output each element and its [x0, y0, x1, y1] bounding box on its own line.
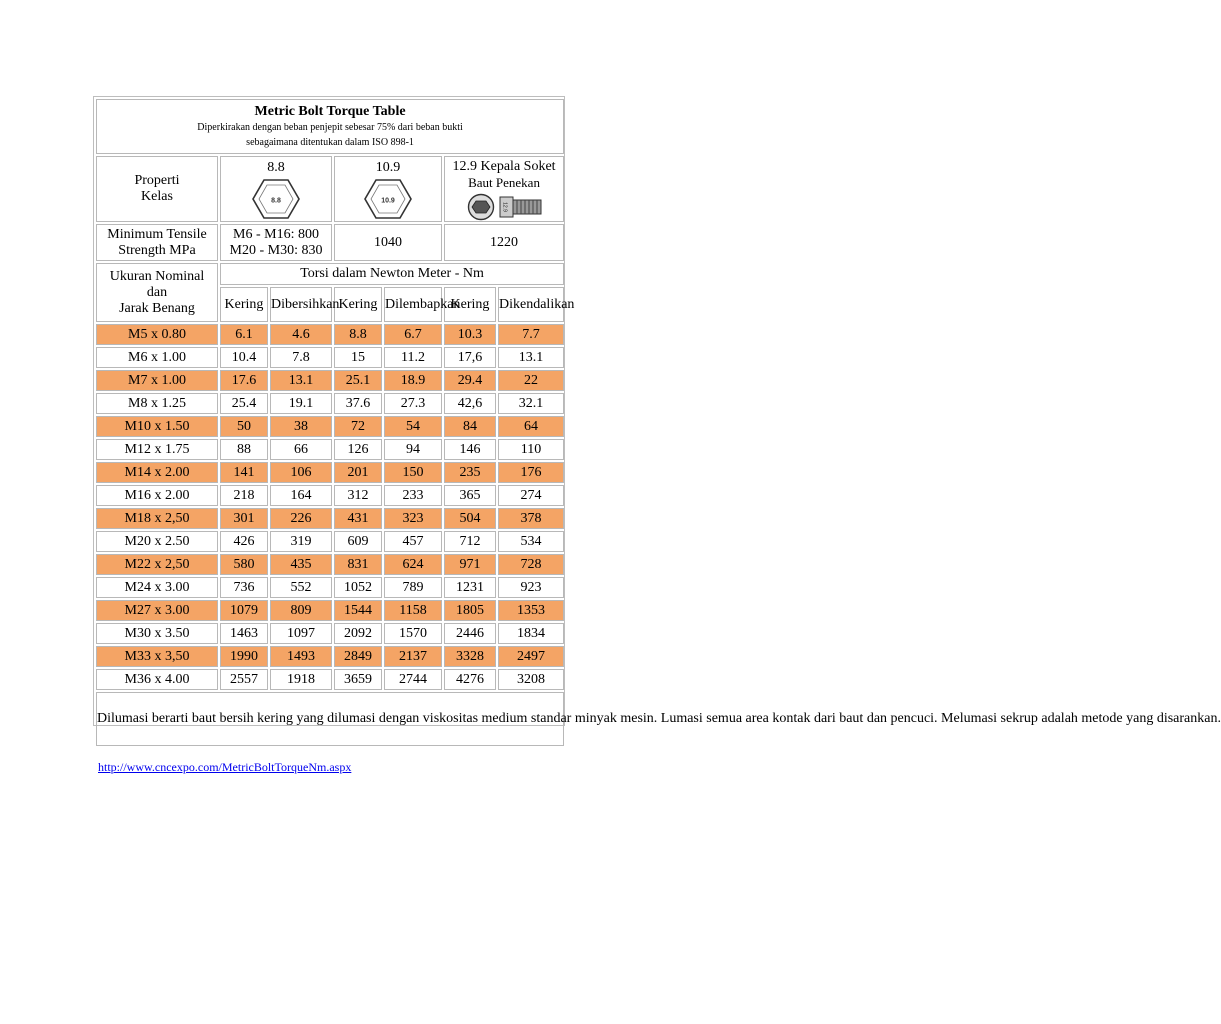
torque-value-cell: 1463: [220, 623, 268, 644]
table-row: [96, 439, 564, 460]
hex-bolt-10-9-marking: 10.9: [381, 197, 395, 205]
table-row: [96, 577, 564, 598]
socket-head-marking: 12.9: [501, 202, 508, 212]
torque-value-cell: 1570: [384, 623, 442, 644]
tensile-strength-label: [96, 224, 218, 261]
torque-value-cell: 1158: [384, 600, 442, 621]
size-label-line1: Ukuran Nominal: [109, 268, 205, 284]
bolt-size-cell: M5 x 0.80: [96, 324, 218, 345]
table-subtitle-line2: sebagaimana ditentukan dalam ISO 898-1: [246, 137, 414, 148]
torque-value-cell: 1231: [444, 577, 496, 598]
size-label-line2: dan: [146, 284, 168, 300]
torque-value-cell: 6.7: [384, 324, 442, 345]
hex-bolt-8-8-icon: [251, 178, 301, 220]
size-label-line3: Jarak Benang: [119, 300, 195, 316]
torque-value-cell: 301: [220, 508, 268, 529]
subheader-kering-10-9: Kering: [334, 287, 382, 322]
torque-value-cell: 29.4: [444, 370, 496, 391]
torque-value-cell: 2744: [384, 669, 442, 690]
torque-value-cell: 1097: [270, 623, 332, 644]
grade-12-9-label2: Baut Penekan: [468, 175, 540, 190]
torque-value-cell: 15: [334, 347, 382, 368]
source-link[interactable]: http://www.cncexpo.com/MetricBoltTorqueNm.aspx: [98, 760, 352, 774]
torque-value-cell: 146: [444, 439, 496, 460]
torque-value-cell: 435: [270, 554, 332, 575]
table-row: [96, 347, 564, 368]
torque-value-cell: 457: [384, 531, 442, 552]
torque-value-cell: 4276: [444, 669, 496, 690]
tensile-label-line1: Minimum Tensile: [107, 226, 207, 242]
torque-table-frame: [93, 96, 1221, 726]
tensile-8-8-line1: M6 - M16: 800: [233, 226, 319, 242]
torque-value-cell: 50: [220, 416, 268, 437]
tensile-10-9: 1040: [334, 224, 442, 261]
torque-value-cell: 6.1: [220, 324, 268, 345]
torque-value-cell: 141: [220, 462, 268, 483]
table-row: [96, 393, 564, 414]
table-row: [96, 554, 564, 575]
bolt-size-cell: M30 x 3.50: [96, 623, 218, 644]
torque-value-cell: 426: [220, 531, 268, 552]
table-row: [96, 646, 564, 667]
torque-value-cell: 1834: [498, 623, 564, 644]
torque-value-cell: 27.3: [384, 393, 442, 414]
subheader-dibersihkan: Dibersihkan: [270, 287, 332, 322]
torque-table: [94, 97, 1221, 748]
torque-value-cell: 19.1: [270, 393, 332, 414]
torque-value-cell: 274: [498, 485, 564, 506]
table-row: [96, 462, 564, 483]
grade-10-9-header: [334, 156, 442, 222]
torque-value-cell: 18.9: [384, 370, 442, 391]
table-row: [96, 623, 564, 644]
torque-value-cell: 22: [498, 370, 564, 391]
torque-value-cell: 84: [444, 416, 496, 437]
subheader-kering-12-9: Kering: [444, 287, 496, 322]
torque-value-cell: 365: [444, 485, 496, 506]
grade-10-9-label: 10.9: [375, 160, 401, 175]
torque-value-cell: 3208: [498, 669, 564, 690]
bolt-size-cell: M24 x 3.00: [96, 577, 218, 598]
tensile-8-8-line2: M20 - M30: 830: [229, 242, 323, 258]
torque-value-cell: 2497: [498, 646, 564, 667]
torque-value-cell: 534: [498, 531, 564, 552]
torque-value-cell: 3659: [334, 669, 382, 690]
torque-value-cell: 218: [220, 485, 268, 506]
torque-value-cell: 13.1: [498, 347, 564, 368]
bolt-size-cell: M36 x 4.00: [96, 669, 218, 690]
torque-value-cell: 13.1: [270, 370, 332, 391]
tensile-12-9: 1220: [444, 224, 564, 261]
torque-value-cell: 10.3: [444, 324, 496, 345]
size-pitch-label: [96, 263, 218, 322]
bolt-size-cell: M20 x 2.50: [96, 531, 218, 552]
torque-value-cell: 150: [384, 462, 442, 483]
socket-head-side-icon: [499, 195, 543, 219]
torque-value-cell: 580: [220, 554, 268, 575]
torque-value-cell: 126: [334, 439, 382, 460]
torque-value-cell: 323: [384, 508, 442, 529]
torque-value-cell: 1805: [444, 600, 496, 621]
torque-value-cell: 2849: [334, 646, 382, 667]
torque-value-cell: 11.2: [384, 347, 442, 368]
torque-value-cell: 1052: [334, 577, 382, 598]
torque-value-cell: 431: [334, 508, 382, 529]
socket-head-top-icon: [466, 193, 496, 221]
torque-value-cell: 789: [384, 577, 442, 598]
torque-value-cell: 624: [384, 554, 442, 575]
torque-value-cell: 831: [334, 554, 382, 575]
torque-value-cell: 1493: [270, 646, 332, 667]
torque-value-cell: 25.1: [334, 370, 382, 391]
torque-value-cell: 1990: [220, 646, 268, 667]
table-row: [96, 600, 564, 621]
table-row: [96, 669, 564, 690]
bolt-size-cell: M16 x 2.00: [96, 485, 218, 506]
torque-value-cell: 176: [498, 462, 564, 483]
grade-12-9-label: 12.9 Kepala Soket: [452, 159, 556, 174]
torque-unit-header: Torsi dalam Newton Meter - Nm: [220, 263, 564, 285]
torque-value-cell: 7.7: [498, 324, 564, 345]
bolt-size-cell: M7 x 1.00: [96, 370, 218, 391]
torque-value-cell: 378: [498, 508, 564, 529]
bolt-size-cell: M8 x 1.25: [96, 393, 218, 414]
torque-value-cell: 3328: [444, 646, 496, 667]
torque-value-cell: 504: [444, 508, 496, 529]
bolt-size-cell: M10 x 1.50: [96, 416, 218, 437]
property-label-line2: Kelas: [141, 189, 173, 204]
torque-value-cell: 72: [334, 416, 382, 437]
property-label-line1: Properti: [134, 173, 180, 188]
torque-value-cell: 1079: [220, 600, 268, 621]
grade-12-9-header: [444, 156, 564, 222]
torque-value-cell: 2446: [444, 623, 496, 644]
torque-value-cell: 54: [384, 416, 442, 437]
torque-value-cell: 2137: [384, 646, 442, 667]
table-row: [96, 531, 564, 552]
torque-value-cell: 233: [384, 485, 442, 506]
torque-value-cell: 66: [270, 439, 332, 460]
torque-value-cell: 17,6: [444, 347, 496, 368]
grade-8-8-label: 8.8: [267, 160, 285, 175]
torque-value-cell: 10.4: [220, 347, 268, 368]
table-title-cell: [96, 99, 564, 154]
torque-value-cell: 319: [270, 531, 332, 552]
torque-value-cell: 25.4: [220, 393, 268, 414]
bolt-size-cell: M27 x 3.00: [96, 600, 218, 621]
hex-bolt-10-9-icon: [363, 178, 413, 220]
bolt-size-cell: M12 x 1.75: [96, 439, 218, 460]
torque-value-cell: 1353: [498, 600, 564, 621]
table-title: Metric Bolt Torque Table: [254, 104, 406, 119]
torque-value-cell: 552: [270, 577, 332, 598]
property-class-label: [96, 156, 218, 222]
torque-value-cell: 201: [334, 462, 382, 483]
torque-value-cell: 4.6: [270, 324, 332, 345]
table-row: [96, 324, 564, 345]
bolt-size-cell: M14 x 2.00: [96, 462, 218, 483]
table-row: [96, 485, 564, 506]
torque-value-cell: 923: [498, 577, 564, 598]
bolt-size-cell: M33 x 3,50: [96, 646, 218, 667]
torque-value-cell: 88: [220, 439, 268, 460]
hex-bolt-8-8-marking: 8.8: [271, 197, 281, 205]
subheader-dikendalikan: Dikendalikan: [498, 287, 564, 322]
table-subtitle-line1: Diperkirakan dengan beban penjepit sebesar 75% dari beban bukti: [197, 122, 463, 133]
torque-value-cell: 2092: [334, 623, 382, 644]
torque-value-cell: 64: [498, 416, 564, 437]
torque-value-cell: 728: [498, 554, 564, 575]
torque-value-cell: 110: [498, 439, 564, 460]
lubrication-note: Dilumasi berarti baut bersih kering yang dilumasi dengan viskositas medium standar minyak mesin. Lumasi semua area kontak dari baut dan pencuci. Melumasi sekrup adalah metode yang disarankan.: [96, 692, 564, 746]
bolt-size-cell: M6 x 1.00: [96, 347, 218, 368]
tensile-label-line2: Strength MPa: [118, 242, 196, 258]
table-row: [96, 416, 564, 437]
table-row: [96, 370, 564, 391]
torque-value-cell: 2557: [220, 669, 268, 690]
torque-value-cell: 1544: [334, 600, 382, 621]
torque-value-cell: 312: [334, 485, 382, 506]
subheader-kering-8-8: Kering: [220, 287, 268, 322]
torque-value-cell: 37.6: [334, 393, 382, 414]
tensile-8-8: [220, 224, 332, 261]
torque-value-cell: 38: [270, 416, 332, 437]
torque-value-cell: 235: [444, 462, 496, 483]
torque-value-cell: 7.8: [270, 347, 332, 368]
torque-value-cell: 712: [444, 531, 496, 552]
torque-value-cell: 106: [270, 462, 332, 483]
grade-8-8-header: [220, 156, 332, 222]
bolt-size-cell: M18 x 2,50: [96, 508, 218, 529]
torque-value-cell: 971: [444, 554, 496, 575]
torque-value-cell: 609: [334, 531, 382, 552]
torque-value-cell: 8.8: [334, 324, 382, 345]
torque-value-cell: 17.6: [220, 370, 268, 391]
torque-value-cell: 42,6: [444, 393, 496, 414]
table-row: [96, 508, 564, 529]
torque-value-cell: 226: [270, 508, 332, 529]
bolt-size-cell: M22 x 2,50: [96, 554, 218, 575]
torque-value-cell: 809: [270, 600, 332, 621]
torque-value-cell: 164: [270, 485, 332, 506]
torque-value-cell: 1918: [270, 669, 332, 690]
torque-value-cell: 32.1: [498, 393, 564, 414]
torque-value-cell: 94: [384, 439, 442, 460]
subheader-dilembapkan: Dilembapkan: [384, 287, 442, 322]
torque-value-cell: 736: [220, 577, 268, 598]
